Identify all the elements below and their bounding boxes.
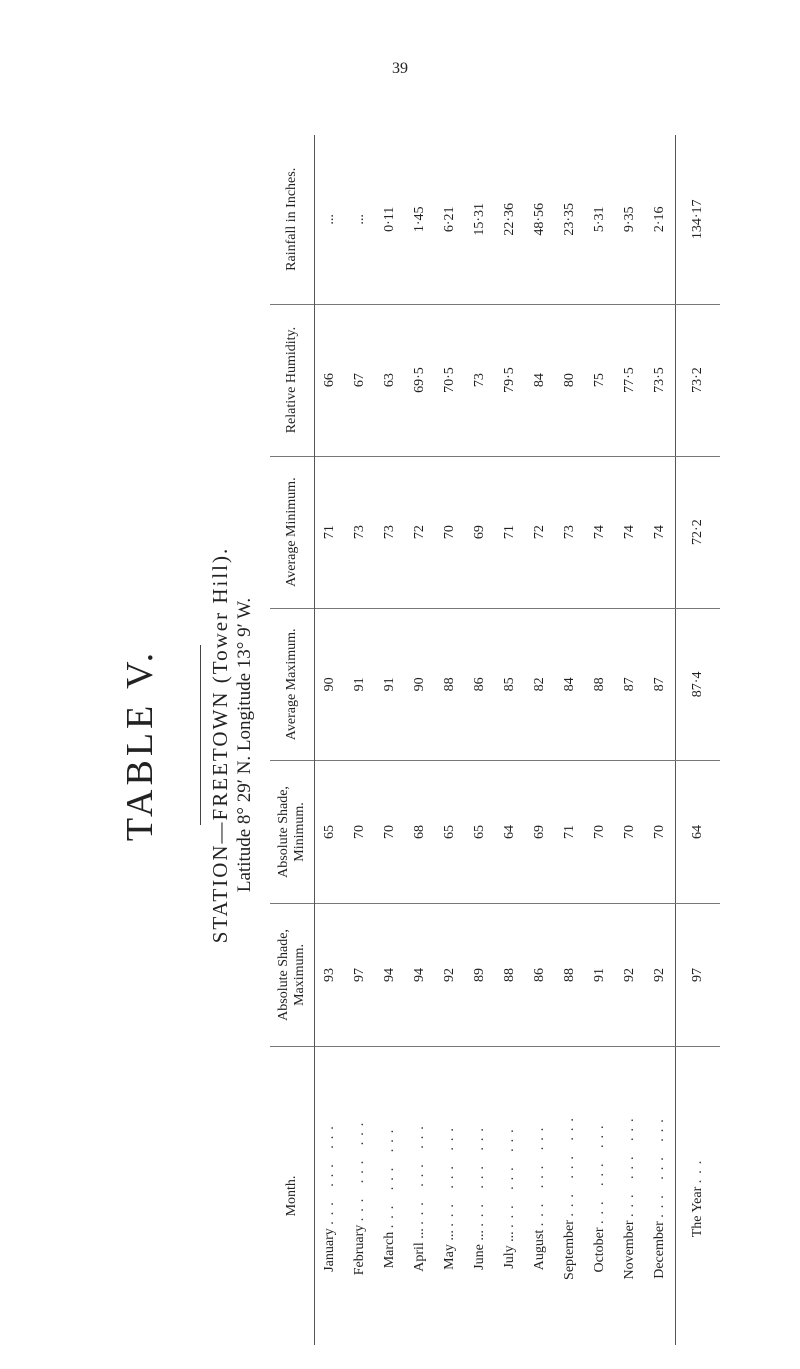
absolute-min-cell: 70 — [645, 761, 676, 904]
humidity-cell: 73·2 — [676, 304, 721, 456]
humidity-cell: 70·5 — [435, 304, 465, 456]
month-name: June ... — [472, 1230, 488, 1270]
rainfall-cell: 5·31 — [585, 135, 615, 304]
month-name: April ... — [412, 1228, 428, 1272]
humidity-cell: 84 — [525, 304, 555, 456]
table-row — [555, 135, 585, 1345]
average-min-cell: 73 — [555, 456, 585, 608]
table-row — [525, 135, 555, 1345]
rainfall-cell: ... — [315, 135, 346, 304]
table-body — [315, 135, 721, 1345]
humidity-cell: 73·5 — [645, 304, 676, 456]
average-min-cell: 70 — [435, 456, 465, 608]
station-name: STATION—FREETOWN (Tower Hill). — [208, 546, 232, 944]
average-min-cell: 72 — [405, 456, 435, 608]
header-average-max: Average Maximum. — [270, 608, 315, 760]
month-cell — [465, 1047, 495, 1346]
leader-dots: ... ... ... — [352, 1116, 368, 1222]
absolute-min-cell: 70 — [345, 761, 375, 904]
table-row — [495, 135, 525, 1345]
rainfall-cell: 23·35 — [555, 135, 585, 304]
leader-dots: ... ... ... — [322, 1120, 338, 1225]
month-cell — [585, 1047, 615, 1346]
average-max-cell: 84 — [555, 608, 585, 760]
humidity-cell: 69·5 — [405, 304, 435, 456]
rotated-table-block — [100, 125, 740, 1365]
month-name: August — [532, 1229, 548, 1271]
absolute-max-cell: 97 — [676, 903, 721, 1046]
table-row — [645, 135, 676, 1345]
leader-dots: ... ... ... — [592, 1119, 608, 1224]
month-cell — [315, 1047, 346, 1346]
humidity-cell: 73 — [465, 304, 495, 456]
leader-dots: ... ... ... — [502, 1123, 518, 1228]
rainfall-cell: 22·36 — [495, 135, 525, 304]
table-row — [435, 135, 465, 1345]
table-row — [345, 135, 375, 1345]
humidity-cell: 66 — [315, 304, 346, 456]
month-cell — [555, 1047, 585, 1346]
absolute-max-cell: 94 — [405, 903, 435, 1046]
average-min-cell: 72 — [525, 456, 555, 608]
month-name: The Year — [690, 1186, 706, 1238]
average-max-cell: 91 — [375, 608, 405, 760]
header-rainfall: Rainfall in Inches. — [270, 135, 315, 304]
leader-dots: ... ... ... — [532, 1121, 548, 1227]
month-name: March — [382, 1231, 398, 1269]
absolute-max-cell: 88 — [495, 903, 525, 1046]
month-name: December — [652, 1221, 668, 1279]
leader-dots: ... ... ... — [652, 1113, 668, 1218]
leader-dots: ... — [690, 1154, 706, 1184]
header-row — [270, 135, 315, 1345]
average-min-cell: 72·2 — [676, 456, 721, 608]
absolute-min-cell: 65 — [435, 761, 465, 904]
header-month: Month. — [270, 1047, 315, 1346]
header-absolute-max: Absolute Shade, Maximum. — [270, 903, 315, 1046]
average-max-cell: 88 — [435, 608, 465, 760]
average-max-cell: 87 — [645, 608, 676, 760]
leader-dots: ... ... ... — [412, 1120, 428, 1225]
rainfall-cell: 0·11 — [375, 135, 405, 304]
month-cell — [375, 1047, 405, 1346]
absolute-min-cell: 68 — [405, 761, 435, 904]
rainfall-cell: ... — [345, 135, 375, 304]
month-name: October — [592, 1227, 608, 1273]
average-max-cell: 90 — [405, 608, 435, 760]
absolute-min-cell: 64 — [676, 761, 721, 904]
leader-dots: ... ... ... — [382, 1123, 398, 1229]
absolute-max-cell: 92 — [615, 903, 645, 1046]
table-row — [585, 135, 615, 1345]
month-cell — [676, 1047, 721, 1346]
average-max-cell: 85 — [495, 608, 525, 760]
header-average-min: Average Minimum. — [270, 456, 315, 608]
rainfall-cell: 1·45 — [405, 135, 435, 304]
absolute-min-cell: 69 — [525, 761, 555, 904]
average-max-cell: 88 — [585, 608, 615, 760]
month-name: May ... — [442, 1230, 458, 1270]
table-row — [315, 135, 346, 1345]
table-title: TABLE V. — [119, 648, 161, 842]
humidity-cell: 63 — [375, 304, 405, 456]
month-cell — [435, 1047, 465, 1346]
table-row — [465, 135, 495, 1345]
latitude-longitude: Latitude 8° 29′ N. Longitude 13° 9′ W. — [234, 597, 255, 893]
rainfall-cell: 48·56 — [525, 135, 555, 304]
absolute-max-cell: 89 — [465, 903, 495, 1046]
month-name: January — [322, 1228, 338, 1272]
absolute-max-cell: 93 — [315, 903, 346, 1046]
humidity-cell: 79·5 — [495, 304, 525, 456]
absolute-max-cell: 92 — [435, 903, 465, 1046]
average-min-cell: 73 — [375, 456, 405, 608]
header-absolute-min: Absolute Shade, Minimum. — [270, 761, 315, 904]
absolute-max-cell: 92 — [645, 903, 676, 1046]
humidity-cell: 77·5 — [615, 304, 645, 456]
absolute-max-cell: 94 — [375, 903, 405, 1046]
humidity-cell: 80 — [555, 304, 585, 456]
absolute-min-cell: 70 — [585, 761, 615, 904]
absolute-min-cell: 70 — [615, 761, 645, 904]
absolute-min-cell: 71 — [555, 761, 585, 904]
absolute-min-cell: 64 — [495, 761, 525, 904]
leader-dots: ... ... ... — [442, 1122, 458, 1227]
humidity-cell: 75 — [585, 304, 615, 456]
table-row — [375, 135, 405, 1345]
average-min-cell: 71 — [495, 456, 525, 608]
rainfall-cell: 15·31 — [465, 135, 495, 304]
page-number: 39 — [392, 60, 408, 77]
month-name: September — [562, 1220, 578, 1280]
header-humidity: Relative Humidity. — [270, 304, 315, 456]
month-cell — [495, 1047, 525, 1346]
average-min-cell: 71 — [315, 456, 346, 608]
rainfall-cell: 9·35 — [615, 135, 645, 304]
average-max-cell: 90 — [315, 608, 346, 760]
absolute-max-cell: 88 — [555, 903, 585, 1046]
month-name: November — [622, 1220, 638, 1280]
month-cell — [405, 1047, 435, 1346]
average-max-cell: 87·4 — [676, 608, 721, 760]
average-min-cell: 74 — [615, 456, 645, 608]
rainfall-cell: 2·16 — [645, 135, 676, 304]
absolute-max-cell: 97 — [345, 903, 375, 1046]
absolute-min-cell: 65 — [465, 761, 495, 904]
average-min-cell: 73 — [345, 456, 375, 608]
table-heading — [100, 125, 255, 1365]
year-total-row — [676, 135, 721, 1345]
month-cell — [645, 1047, 676, 1346]
average-min-cell: 74 — [645, 456, 676, 608]
humidity-cell: 67 — [345, 304, 375, 456]
absolute-max-cell: 91 — [585, 903, 615, 1046]
month-name: July ... — [502, 1231, 518, 1269]
rainfall-cell: 134·17 — [676, 135, 721, 304]
average-min-cell: 69 — [465, 456, 495, 608]
average-max-cell: 86 — [465, 608, 495, 760]
climate-table — [270, 135, 720, 1345]
month-cell — [525, 1047, 555, 1346]
average-max-cell: 91 — [345, 608, 375, 760]
leader-dots: ... ... ... — [472, 1122, 488, 1227]
average-min-cell: 74 — [585, 456, 615, 608]
table-row — [615, 135, 645, 1345]
absolute-min-cell: 70 — [375, 761, 405, 904]
absolute-min-cell: 65 — [315, 761, 346, 904]
average-max-cell: 82 — [525, 608, 555, 760]
rainfall-cell: 6·21 — [435, 135, 465, 304]
month-cell — [615, 1047, 645, 1346]
table-row — [405, 135, 435, 1345]
leader-dots: ... ... ... — [622, 1112, 638, 1217]
month-name: February — [352, 1224, 368, 1276]
title-divider — [200, 645, 201, 825]
leader-dots: ... ... ... — [562, 1112, 578, 1217]
month-cell — [345, 1047, 375, 1346]
absolute-max-cell: 86 — [525, 903, 555, 1046]
average-max-cell: 87 — [615, 608, 645, 760]
